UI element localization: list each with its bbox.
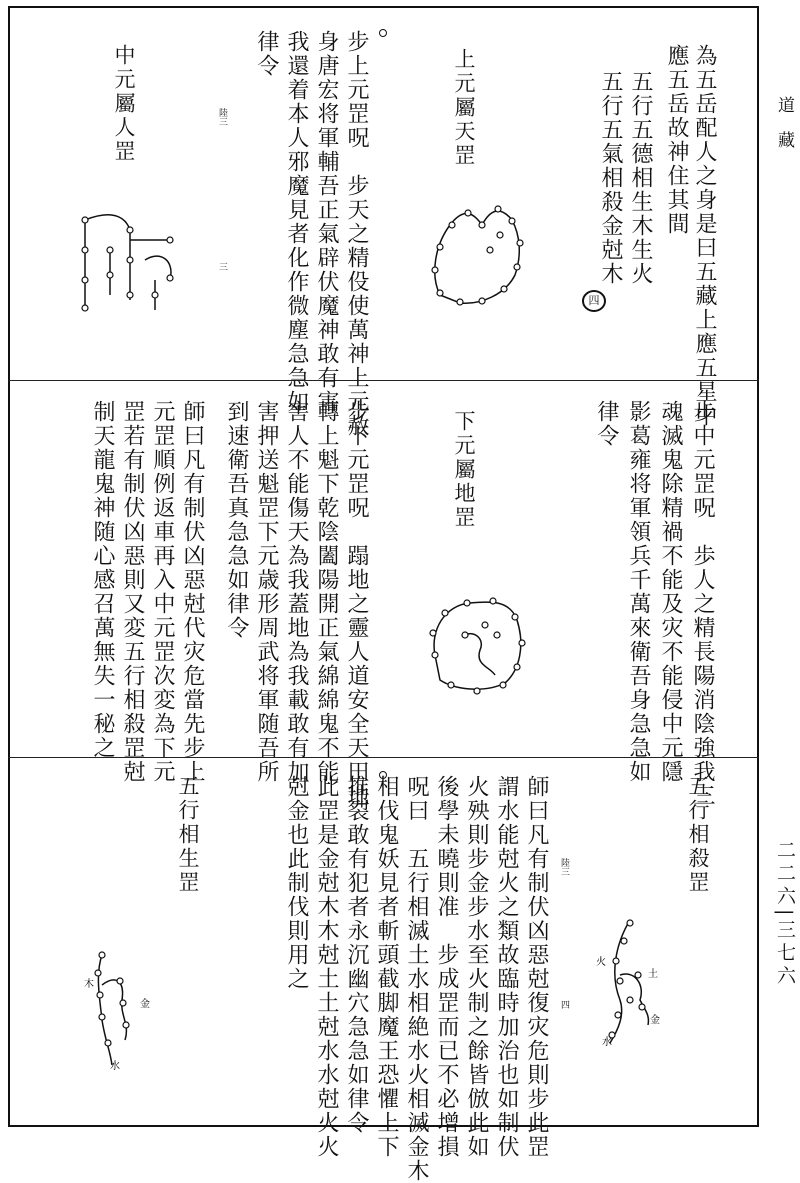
text-column: 步上元罡呪 步天之精伇使萬神上元赦 bbox=[344, 30, 369, 438]
text-column: 害押送魁罡下元歳形周武将軍随吾所 bbox=[254, 400, 279, 784]
text-column: 師曰凡有制伏凶惡尅代灾危當先步上 bbox=[180, 400, 205, 784]
upper-star-diagram bbox=[420, 195, 530, 315]
text-column: 魂滅鬼除精禍不能及灾不能侵中元隱 bbox=[658, 400, 683, 784]
text-column: 五行五德相生木生火 bbox=[628, 70, 653, 286]
text-column: 呪曰 五行相滅土水相絶水火相滅金木 bbox=[404, 775, 429, 1183]
text-column: 推裂敢有犯者永沉幽穴急急如律令 bbox=[344, 775, 369, 1135]
text-column: 罡若有制伏凶惡則又変五行相殺罡尅 bbox=[120, 400, 145, 784]
fire-label: 火 bbox=[596, 957, 606, 968]
metal-label: 金 bbox=[650, 1015, 660, 1026]
panel-divider-1 bbox=[8, 380, 759, 381]
middle-title: 中元屬人罡 bbox=[112, 44, 136, 164]
lower-title: 下元屬地罡 bbox=[452, 410, 476, 530]
text-column: 師曰凡有制伏凶惡尅復灾危則步此罡 bbox=[524, 775, 549, 1159]
collection-label: 道藏 bbox=[774, 96, 794, 166]
text-column: 影葛雍将軍領兵千萬來衛吾身急急如 bbox=[626, 400, 651, 784]
text-column: 害人不能傷天為我蓋地為我載敢有加 bbox=[284, 400, 309, 784]
text-column: 制天龍鬼神随心感召萬無失一秘之 bbox=[90, 400, 115, 760]
text-column: 五行五氣相殺金尅木 bbox=[598, 70, 623, 286]
page-mark: 四 bbox=[559, 1000, 569, 1009]
circle-mark bbox=[378, 770, 388, 780]
number-badge: 四 bbox=[582, 290, 606, 312]
earth-label: 土 bbox=[648, 969, 658, 980]
kill-title: 五行相殺罡 bbox=[686, 775, 710, 895]
text-column: 此罡是金尅木木尅土土尅水水尅火火 bbox=[314, 775, 339, 1159]
upper-title: 上元屬天罡 bbox=[452, 48, 476, 168]
text-column: 應五岳故神住其間 bbox=[664, 44, 689, 236]
text-column: 元罡順例返車再入中元罡次変為下元 bbox=[150, 400, 175, 784]
water-label: 水 bbox=[602, 1037, 612, 1048]
circle-mark bbox=[378, 28, 388, 38]
text-column: 尅金也此制伐則用之 bbox=[284, 775, 309, 991]
kill-star-diagram bbox=[590, 915, 670, 1050]
page-mark: 陸三 bbox=[217, 108, 227, 126]
text-column: 謂水能尅火之類故臨時加治也如制伏 bbox=[494, 775, 519, 1159]
metal-label: 金 bbox=[140, 999, 150, 1010]
text-column: 轉上魁下乾陰闔陽開正氣綿綿鬼不能 bbox=[314, 400, 339, 784]
text-column: 我還着本人邪魔見者化作微塵急急如 bbox=[284, 30, 309, 414]
text-column: 後學未曉則准 步成罡而已不必增損 bbox=[434, 775, 459, 1159]
text-column: 到速衛吾真急急如律令 bbox=[224, 400, 249, 640]
text-column: 律令 bbox=[594, 400, 619, 448]
page-number: 二二六|三七六 bbox=[774, 840, 796, 989]
text-column: 身唐宏将軍輔吾正氣辟伏魔神敢有害 bbox=[314, 30, 339, 414]
text-column: 步中元罡呪 歩人之精長陽消陰強我三 bbox=[690, 400, 715, 808]
lower-star-diagram bbox=[425, 595, 530, 695]
text-column: 步下元罡呪 蹋地之靈人道安全天田地 bbox=[344, 400, 369, 808]
text-column: 律令 bbox=[254, 30, 279, 78]
text-column: 相伐鬼妖見者斬頭截脚魔王恐懼上下 bbox=[374, 775, 399, 1159]
text-column: 為五岳配人之身是曰五藏上應五星中 bbox=[692, 44, 717, 428]
life-title: 五行相生罡 bbox=[176, 775, 200, 895]
life-star-diagram bbox=[80, 945, 160, 1070]
water-label: 水 bbox=[110, 1061, 120, 1072]
middle-star-diagram bbox=[70, 200, 190, 320]
wood-label: 木 bbox=[84, 979, 94, 990]
page-mark: 陸三 bbox=[559, 858, 569, 876]
text-column: 火殃則步金步水至火制之餘皆倣此如 bbox=[464, 775, 489, 1159]
page-mark: 三 bbox=[217, 262, 227, 271]
